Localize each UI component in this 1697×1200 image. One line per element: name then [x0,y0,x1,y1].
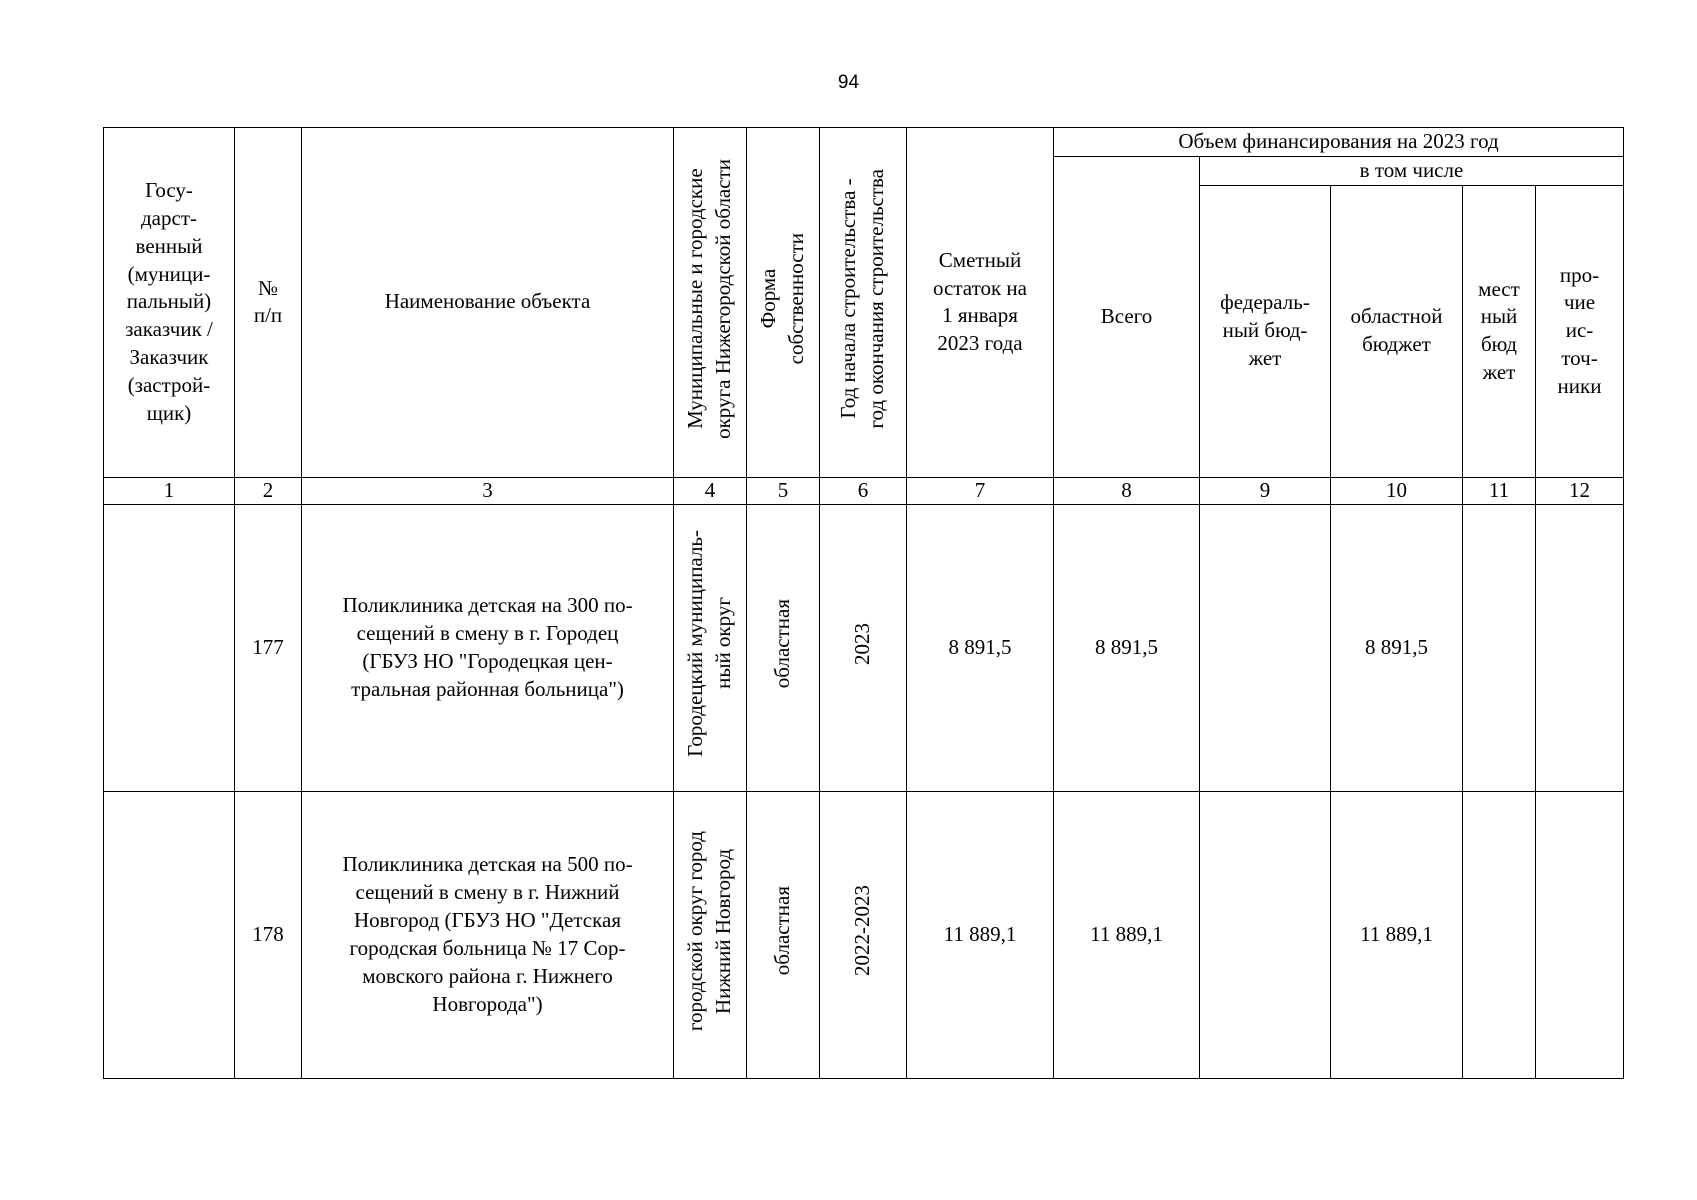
cell-years: 2022-2023 [820,791,907,1078]
cell-regional: 8 891,5 [1331,504,1463,791]
column-number: 1 [104,477,235,504]
table-row [104,504,1624,791]
header-row-1 [104,128,1624,157]
header-num: № п/п [235,128,302,478]
column-number: 6 [820,477,907,504]
cell-object-name: Поликлиника детская на 300 по- сещений в смену в г. Городец (ГБУЗ НО "Городецкая цен- тральная районная больница") [302,504,674,791]
table-row [104,791,1624,1078]
cell-local [1463,504,1536,791]
column-number: 12 [1536,477,1624,504]
cell-other [1536,504,1624,791]
cell-municipality: Городецкий муниципаль- ный округ [674,504,747,791]
cell-customer [104,791,235,1078]
column-number: 10 [1331,477,1463,504]
cell-ownership: областная [747,791,820,1078]
column-number: 4 [674,477,747,504]
cell-local [1463,791,1536,1078]
column-number: 11 [1463,477,1536,504]
column-number: 8 [1054,477,1200,504]
cell-total: 11 889,1 [1054,791,1200,1078]
cell-customer [104,504,235,791]
header-municipality: Муниципальные и городские округа Нижегородской области [674,128,747,478]
cell-years: 2023 [820,504,907,791]
header-other: про- чие ис- точ- ники [1536,185,1624,477]
column-number: 2 [235,477,302,504]
cell-federal [1200,504,1331,791]
header-federal: федераль- ный бюд- жет [1200,185,1331,477]
cell-federal [1200,791,1331,1078]
cell-ownership: областная [747,504,820,791]
cell-estimate: 8 891,5 [907,504,1054,791]
cell-num: 178 [235,791,302,1078]
cell-object-name: Поликлиника детская на 500 по- сещений в смену в г. Нижний Новгород (ГБУЗ НО "Детская городская больница № 17 Сор- мовского района г. Нижнего Новгорода") [302,791,674,1078]
cell-municipality: городской округ город Нижний Новгород [674,791,747,1078]
header-regional: областной бюджет [1331,185,1463,477]
header-local: мест ный бюд жет [1463,185,1536,477]
header-total: Всего [1054,156,1200,477]
header-estimate: Сметный остаток на 1 января 2023 года [907,128,1054,478]
column-number: 7 [907,477,1054,504]
financing-table [103,127,1624,1079]
header-including: в том числе [1200,156,1624,185]
cell-estimate: 11 889,1 [907,791,1054,1078]
cell-num: 177 [235,504,302,791]
column-number: 5 [747,477,820,504]
header-ownership: Форма собственности [747,128,820,478]
column-number: 9 [1200,477,1331,504]
header-years: Год начала строительства - год окончания строительства [820,128,907,478]
cell-total: 8 891,5 [1054,504,1200,791]
cell-other [1536,791,1624,1078]
header-object-name: Наименование объекта [302,128,674,478]
header-funding-title: Объем финансирования на 2023 год [1054,128,1624,157]
page-number: 94 [837,72,860,93]
cell-regional: 11 889,1 [1331,791,1463,1078]
header-customer: Госу- дарст- венный (муници- пальный) заказчик / Заказчик (застрой- щик) [104,128,235,478]
column-number-row [104,477,1624,504]
column-number: 3 [302,477,674,504]
